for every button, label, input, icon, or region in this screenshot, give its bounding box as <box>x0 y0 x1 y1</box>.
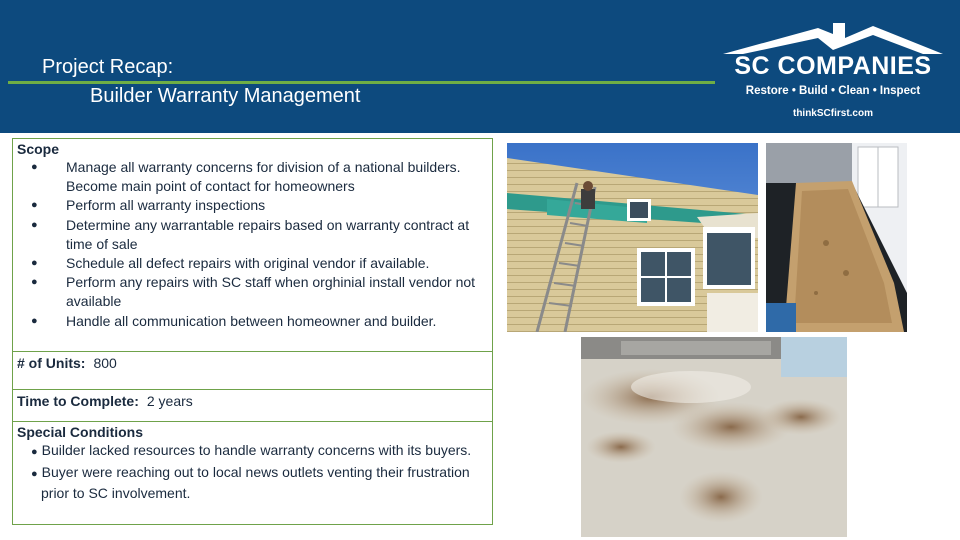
house-roof-icon <box>723 20 943 56</box>
bullet-icon: ● <box>31 161 38 173</box>
special-conditions-cell <box>13 422 492 524</box>
list-item: ● Handle all communication between homeowner and builder. <box>17 312 488 331</box>
bullet-icon: ● <box>31 467 38 480</box>
project-info-table <box>12 138 493 525</box>
units-cell <box>13 352 492 390</box>
list-item: ● Builder lacked resources to handle warranty concerns with its buyers. <box>31 442 472 458</box>
time-cell <box>13 390 492 422</box>
list-item: ● Schedule all defect repairs with original vendor if available. <box>17 254 488 273</box>
house-siding-ladder-photo <box>507 143 758 332</box>
bullet-icon: ● <box>31 218 38 231</box>
header-divider <box>8 81 715 84</box>
list-item: ● Perform all warranty inspections <box>17 196 488 215</box>
scope-list <box>17 158 488 331</box>
subfloor-repair-photo <box>766 143 907 332</box>
list-item: ● Perform any repairs with SC staff when orghinial install vendor not available <box>31 274 476 310</box>
bullet-icon: ● <box>31 314 38 327</box>
special-list <box>17 441 488 504</box>
list-item: ● Determine any warrantable repairs based on warranty contract at time of sale <box>31 216 470 252</box>
list-item: ● Buyer were reaching out to local news outlets venting their frustration prior to SC involvement. <box>31 463 470 501</box>
page-subtitle: Builder Warranty Management <box>90 85 361 107</box>
header-banner <box>0 0 960 133</box>
bullet-icon: ● <box>31 446 38 458</box>
time-label: Time to Complete: <box>17 393 139 409</box>
scope-cell <box>13 139 492 352</box>
bullet-icon: ● <box>31 257 38 270</box>
logo-name: SC COMPANIES <box>734 52 932 80</box>
time-value: 2 years <box>146 393 193 409</box>
scope-heading: Scope <box>17 141 60 157</box>
list-item: ● Manage all warranty concerns for division of a national builders. Become main point of contact for homeowners <box>31 159 461 195</box>
logo-tagline: Restore • Build • Clean • Inspect <box>745 85 921 97</box>
units-label: # of Units: <box>17 355 86 371</box>
company-logo <box>718 20 948 125</box>
page-title: Project Recap: <box>42 56 174 78</box>
bullet-icon: ● <box>31 276 38 289</box>
bullet-icon: ● <box>31 199 38 212</box>
special-heading: Special Conditions <box>17 424 144 440</box>
floor-stain-photo <box>581 337 847 537</box>
logo-url: thinkSCfirst.com <box>792 108 873 119</box>
units-value: 800 <box>93 355 117 371</box>
